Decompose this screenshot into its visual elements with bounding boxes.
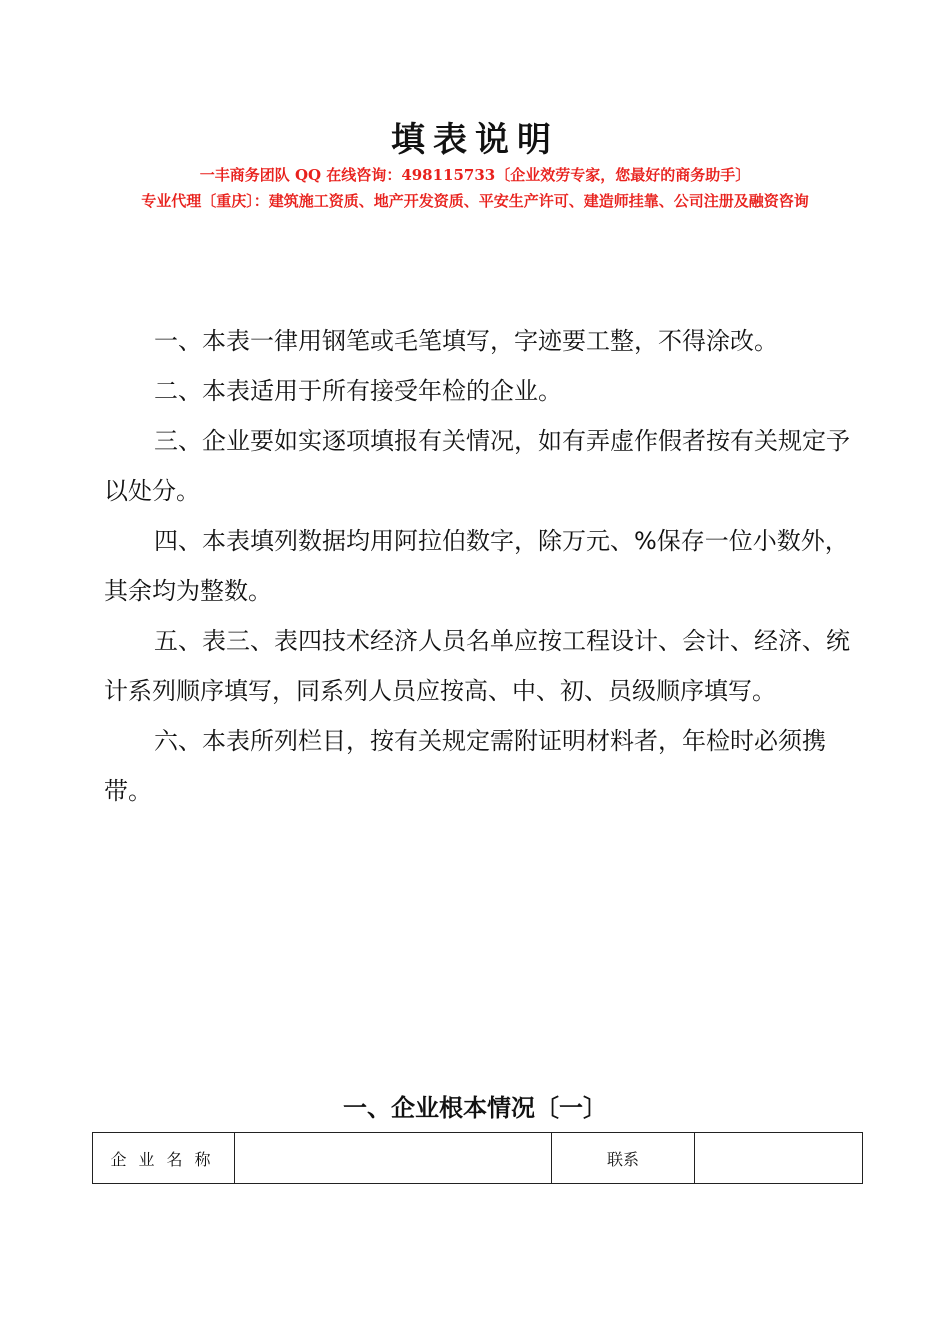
company-name-field[interactable] bbox=[235, 1133, 552, 1184]
company-name-label: 企业名称 bbox=[93, 1133, 235, 1184]
instruction-item: 一、本表一律用钢笔或毛笔填写，字迹要工整，不得涂改。 bbox=[154, 327, 778, 355]
instruction-item: 三、企业要如实逐项填报有关情况，如有弄虚作假者按有关规定予以处分。 bbox=[104, 427, 850, 505]
document-title: 填表说明 bbox=[391, 120, 559, 160]
promo-line-qq: 一丰商务团队 QQ 在线咨询：498115733〔企业效劳专家，您最好的商务助手〕 bbox=[199, 166, 751, 184]
contact-field[interactable] bbox=[695, 1133, 863, 1184]
table-row bbox=[93, 1133, 863, 1184]
instruction-item: 五、表三、表四技术经济人员名单应按工程设计、会计、经济、统计系列顺序填写，同系列人员应按高、中、初、员级顺序填写。 bbox=[104, 627, 850, 705]
instruction-item: 六、本表所列栏目，按有关规定需附证明材料者，年检时必须携带。 bbox=[104, 727, 826, 805]
instruction-item: 二、本表适用于所有接受年检的企业。 bbox=[154, 377, 562, 405]
contact-label: 联系 bbox=[552, 1133, 695, 1184]
instruction-item: 四、本表填列数据均用阿拉伯数字，除万元、%保存一位小数外，其余均为整数。 bbox=[104, 527, 849, 605]
instructions-list bbox=[104, 316, 864, 816]
company-basic-info-table bbox=[92, 1132, 863, 1184]
promo-line-services: 专业代理〔重庆〕：建筑施工资质、地产开发资质、平安生产许可、建造师挂靠、公司注册及融资咨询 bbox=[141, 192, 809, 210]
section-heading: 一、企业根本情况〔一〕 bbox=[343, 1093, 607, 1122]
